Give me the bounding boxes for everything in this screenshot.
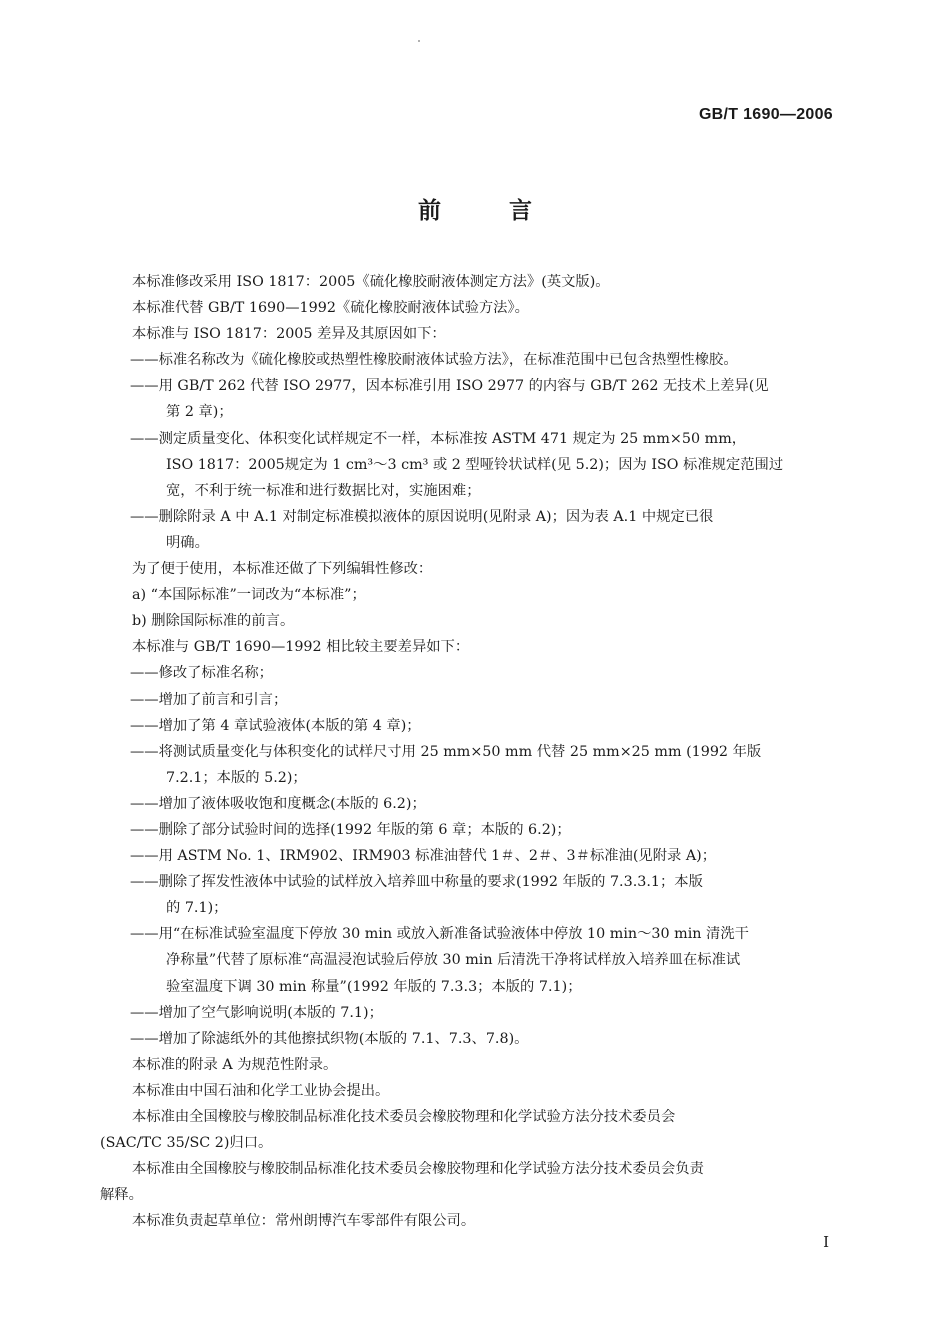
text-line: ——用“在标准试验室温度下停放 30 min 或放入新准备试验液体中停放 10 min～30 min 清洗干	[130, 926, 749, 943]
text-line: ——将测试质量变化与体积变化的试样尺寸用 25 mm×50 mm 代替 25 mm×25 mm (1992 年版	[130, 743, 762, 760]
text-line: ——增加了前言和引言；	[130, 691, 288, 708]
text-line: ——删除了挥发性液体中试验的试样放入培养皿中称量的要求(1992 年版的 7.3.3.1；本版	[130, 874, 703, 891]
text-line: ——增加了除滤纸外的其他擦拭织物(本版的 7.1、7.3、7.8)。	[130, 1030, 529, 1047]
text-line: ——增加了液体吸收饱和度概念(本版的 6.2)；	[130, 795, 426, 812]
text-line: 明确。	[166, 534, 209, 551]
text-line: ——测定质量变化、体积变化试样规定不一样，本标准按 ASTM 471 规定为 25 mm×50 mm，	[130, 430, 747, 447]
text-line: ——用 ASTM No. 1、IRM902、IRM903 标准油替代 1＃、2＃、3＃标准油(见附录 A)；	[130, 848, 717, 865]
text-line: 7.2.1；本版的 5.2)；	[166, 769, 307, 786]
text-line: 为了便于使用，本标准还做了下列编辑性修改：	[132, 561, 433, 578]
text-line: (SAC/TC 35/SC 2)归口。	[100, 1135, 273, 1152]
text-line: 本标准由全国橡胶与橡胶制品标准化技术委员会橡胶物理和化学试验方法分技术委员会	[132, 1109, 676, 1125]
text-line: 验室温度下调 30 min 称量”(1992 年版的 7.3.3；本版的 7.1)；	[166, 978, 582, 995]
text-line: ——增加了空气影响说明(本版的 7.1)；	[130, 1004, 383, 1021]
text-line: ——修改了标准名称；	[130, 665, 273, 682]
page-number: I	[823, 1233, 829, 1251]
text-line: 本标准修改采用 ISO 1817：2005《硫化橡胶耐液体测定方法》(英文版)。	[132, 274, 610, 290]
scan-speck	[418, 40, 420, 42]
text-line: 本标准代替 GB/T 1690—1992《硫化橡胶耐液体试验方法》。	[132, 300, 529, 317]
text-line: ——增加了第 4 章试验液体(本版的第 4 章)；	[130, 717, 421, 734]
page-title: 前 言	[417, 198, 562, 224]
text-line: 本标准负责起草单位：常州朗博汽车零部件有限公司。	[132, 1213, 476, 1230]
text-line: ——用 GB/T 262 代替 ISO 2977，因本标准引用 ISO 2977 的内容与 GB/T 262 无技术上差异(见	[130, 378, 769, 395]
text-line: ——标准名称改为《硫化橡胶或热塑性橡胶耐液体试验方法》，在标准范围中已包含热塑性橡胶。	[130, 352, 738, 369]
text-line: ——删除了部分试验时间的选择(1992 年版的第 6 章；本版的 6.2)；	[130, 821, 571, 838]
text-line: a) “本国际标准”一词改为“本标准”；	[132, 587, 366, 604]
standard-code: GB/T 1690—2006	[698, 106, 833, 123]
text-line: 本标准与 GB/T 1690—1992 相比较主要差异如下：	[132, 639, 470, 656]
text-line: 本标准由全国橡胶与橡胶制品标准化技术委员会橡胶物理和化学试验方法分技术委员会负责	[132, 1161, 704, 1178]
text-line: 本标准由中国石油和化学工业协会提出。	[132, 1082, 390, 1099]
text-line: 解释。	[100, 1187, 143, 1204]
text-line: 第 2 章)；	[166, 404, 233, 421]
text-line: ——删除附录 A 中 A.1 对制定标准模拟液体的原因说明(见附录 A)；因为表 A.1 中规定已很	[130, 508, 714, 525]
text-line: ISO 1817：2005规定为 1 cm³～3 cm³ 或 2 型哑铃状试样(见 5.2)；因为 ISO 标准规定范围过	[166, 456, 784, 473]
text-line: 的 7.1)；	[166, 900, 228, 917]
text-line: 本标准与 ISO 1817：2005 差异及其原因如下：	[132, 326, 446, 343]
text-line: 净称量”代替了原标准“高温浸泡试验后停放 30 min 后清洗干净将试样放入培养皿在标准试	[166, 952, 741, 969]
foreword-body	[100, 269, 835, 1234]
text-line: b) 删除国际标准的前言。	[132, 613, 295, 630]
text-line: 宽，不利于统一标准和进行数据比对，实施困难；	[166, 482, 481, 499]
text-line: 本标准的附录 A 为规范性附录。	[132, 1056, 338, 1073]
